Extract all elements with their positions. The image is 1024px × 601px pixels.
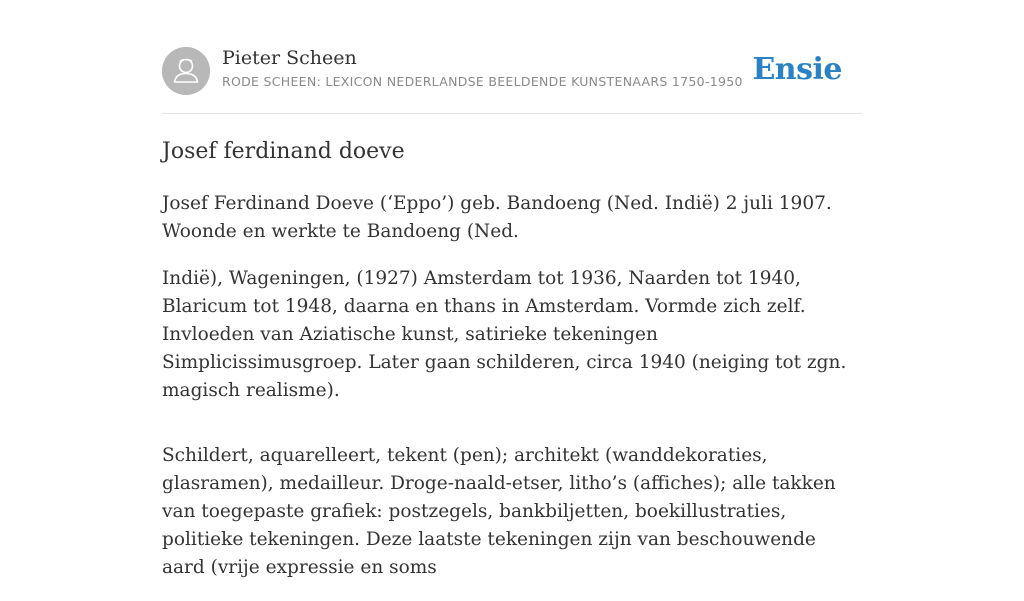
user-avatar-icon[interactable] (162, 47, 210, 95)
source-title-link[interactable]: RODE SCHEEN: LEXICON NEDERLANDSE BEELDENDE KUNSTENAARS 1750-1950 (222, 74, 743, 89)
article-body (162, 190, 862, 601)
article-title: Josef ferdinand doeve (162, 139, 405, 164)
author-name-link[interactable]: Pieter Scheen (222, 47, 357, 69)
article-header (162, 46, 862, 96)
article-paragraph-3: Schildert, aquarelleert, tekent (pen); architekt (wanddekoraties, glasramen), medailleur. Droge-naald-etser, litho’s (affiches); alle takken van toegepaste grafiek: postzegels, bankbiljetten, boekillustraties, politieke tekeningen. Deze laatste tekeningen zijn van beschouwende aard (vrije expressie en soms (162, 445, 836, 578)
ensie-logo[interactable]: Ensie (752, 52, 842, 87)
article-paragraph-2: Indië), Wageningen, (1927) Amsterdam tot 1936, Naarden tot 1940, Blaricum tot 1948, daarna en thans in Amsterdam. Vormde zich zelf. Invloeden van Aziatische kunst, satirieke tekeningen Simplicissimusgroep. Later gaan schilderen, circa 1940 (neiging tot zgn. magisch realisme). (162, 268, 847, 401)
header-divider (162, 113, 862, 114)
article-paragraph-1: Josef Ferdinand Doeve (‘Eppo’) geb. Bandoeng (Ned. Indië) 2 juli 1907. Woonde en werkte te Bandoeng (Ned. (162, 193, 832, 242)
